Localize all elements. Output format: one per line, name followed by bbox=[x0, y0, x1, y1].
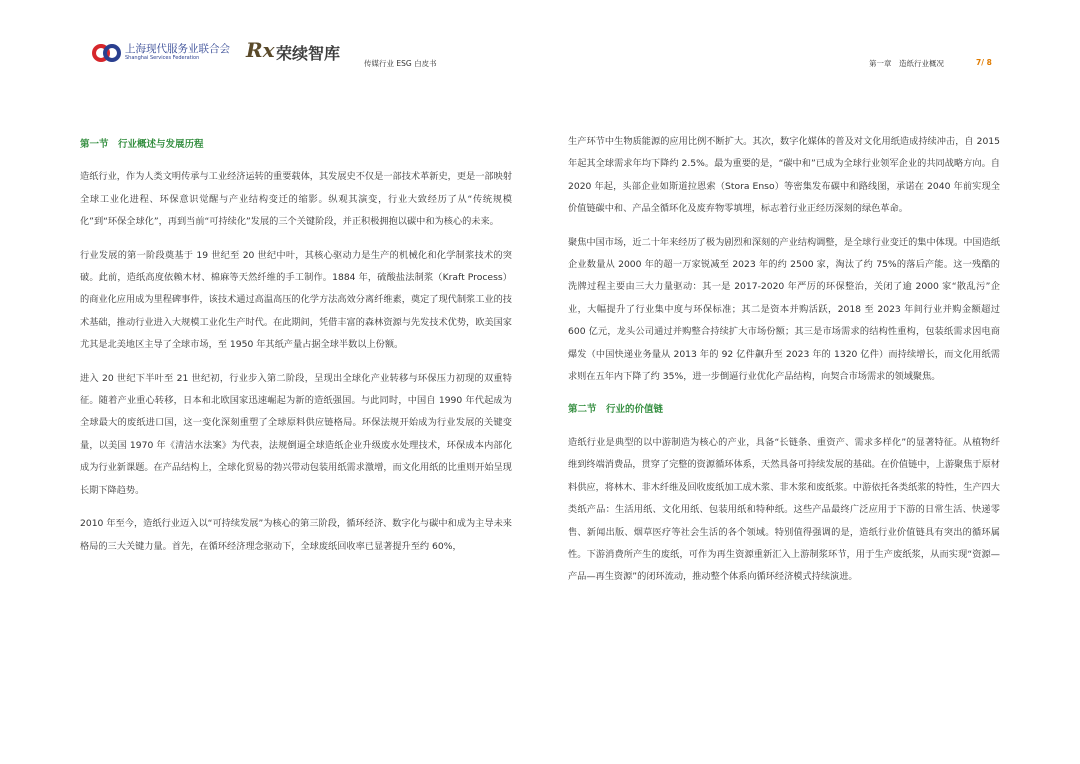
federation-name-en: Shanghai Services Federation bbox=[125, 55, 200, 61]
brand-mark-icon: Rx bbox=[246, 38, 275, 62]
page-header bbox=[0, 0, 1080, 90]
document-title: 传媒行业 ESG 白皮书 bbox=[364, 59, 437, 68]
section-title-overview: 第一节 行业概述与发展历程 bbox=[80, 139, 204, 150]
brand-name: 荣续智库 bbox=[276, 44, 341, 63]
right-column bbox=[568, 131, 1000, 600]
federation-name-cn: 上海现代服务业联合会 bbox=[125, 43, 230, 55]
federation-emblem-icon bbox=[92, 42, 122, 64]
paragraph: 造纸行业是典型的以中游制造为核心的产业，具备“长链条、重资产、需求多样化”的显著特征。从植物纤维到终端消费品，贯穿了完整的资源循环体系，天然具备可持续发展的基础。在价值链中，上游聚焦于原材料供应，将林木、非木纤维及回收废纸加工成木浆、非木浆和废纸浆。中游依托各类纸浆的特性，生产四大类纸产品：生活用纸、文化用纸、包装用纸和特种纸。这些产品最终广泛应用于下游的日常生活、快递零售、新闻出版、烟草医疗等社会生活的各个领域。特别值得强调的是，造纸行业价值链具有突出的循环属性。下游消费所产生的废纸，可作为再生资源重新汇入上游制浆环节，用于生产废纸浆，从而实现“资源—产品—再生资源”的闭环流动，推动整个体系向循环经济模式持续演进。 bbox=[568, 436, 1000, 583]
federation-logo bbox=[92, 40, 232, 68]
paragraph: 2010 年至今，造纸行业迈入以“可持续发展”为核心的第三阶段，循环经济、数字化与碳中和成为主导未来格局的三大关键力量。首先，在循环经济理念驱动下，全球废纸回收率已显著提升至约 60%， bbox=[80, 518, 512, 552]
paragraph: 行业发展的第一阶段奠基于 19 世纪至 20 世纪中叶，其核心驱动力是生产的机械化和化学制浆技术的突破。此前，造纸高度依赖木材、棉麻等天然纤维的手工制作。1884 年，硫酸盐法制浆（Kraft Process）的商业化应用成为里程碑事件，该技术通过高温高压的化学方法高效分离纤维素，奠定了现代制浆工业的技术基础，推动行业进入大规模工业化生产时代。在此期间，凭借丰富的森林资源与先发技术优势，欧美国家尤其是北美地区主导了全球市场，至 1950 年其纸产量占据全球半数以上份额。 bbox=[80, 249, 512, 351]
section-title-value-chain: 第二节 行业的价值链 bbox=[568, 404, 664, 416]
page-number: 7/ 8 bbox=[976, 58, 992, 67]
paragraph: 进入 20 世纪下半叶至 21 世纪初，行业步入第二阶段，呈现出全球化产业转移与环保压力初现的双重特征。随着产业重心转移，日本和北欧国家迅速崛起为新的造纸强国。与此同时，中国自 1990 年代起成为全球最大的废纸进口国，这一变化深刻重塑了全球原料供应链格局。环保法规开始成为行业发展的关键变量，以美国 1970 年《清洁水法案》为代表，法规倒逼全球造纸企业升级废水处理技术，环保成本内部化成为行业新课题。在产品结构上，全球化贸易的勃兴带动包装用纸需求激增，而文化用纸的比重则开始呈现长期下降趋势。 bbox=[80, 372, 512, 496]
paragraph: 造纸行业，作为人类文明传承与工业经济运转的重要载体，其发展史不仅是一部技术革新史，更是一部映射全球工业化进程、环保意识觉醒与产业结构变迁的缩影。纵观其演变，行业大致经历了从“传统规模化”到“环保全球化”，再到当前“可持续化”发展的三个关键阶段，并正积极拥抱以碳中和为核心的未来。 bbox=[80, 171, 512, 228]
left-column bbox=[80, 134, 512, 569]
paragraph: 生产环节中生物质能源的应用比例不断扩大。其次，数字化媒体的普及对文化用纸造成持续冲击，自 2015 年起其全球需求年均下降约 2.5%。最为重要的是，“碳中和”已成为全球行业领军企业的共同战略方向。自 2020 年起，头部企业如斯道拉恩索（Stora Enso）等密集发布碳中和路线图，承诺在 2040 年前实现全价值链碳中和、产品全循环化及废弃物零填埋，标志着行业正经历深刻的绿色革命。 bbox=[568, 136, 1000, 215]
paragraph: 聚焦中国市场，近二十年来经历了极为剧烈和深刻的产业结构调整，是全球行业变迁的集中体现。中国造纸企业数量从 2000 年的超一万家锐减至 2023 年的约 2500 家，淘汰了约 75%的落后产能。这一残酷的洗牌过程主要由三大力量驱动：其一是 2017-2020 年严厉的环保整治，关闭了逾 2000 家“散乱污”企业，大幅提升了行业集中度与环保标准；其二是资本并购活跃，2018 至 2023 年间行业并购金额超过 600 亿元，龙头公司通过并购整合持续扩大市场份额；其三是市场需求的结构性重构，包装纸需求因电商爆发（中国快递业务量从 2013 年的 92 亿件飙升至 2023 年的 1320 亿件）而持续增长，而文化用纸需求则在五年内下降了约 35%，进一步倒逼行业优化产品结构，向契合市场需求的领域聚焦。 bbox=[568, 236, 1000, 383]
brand-logo bbox=[246, 40, 366, 66]
chapter-label: 第一章 造纸行业概况 bbox=[869, 59, 944, 68]
